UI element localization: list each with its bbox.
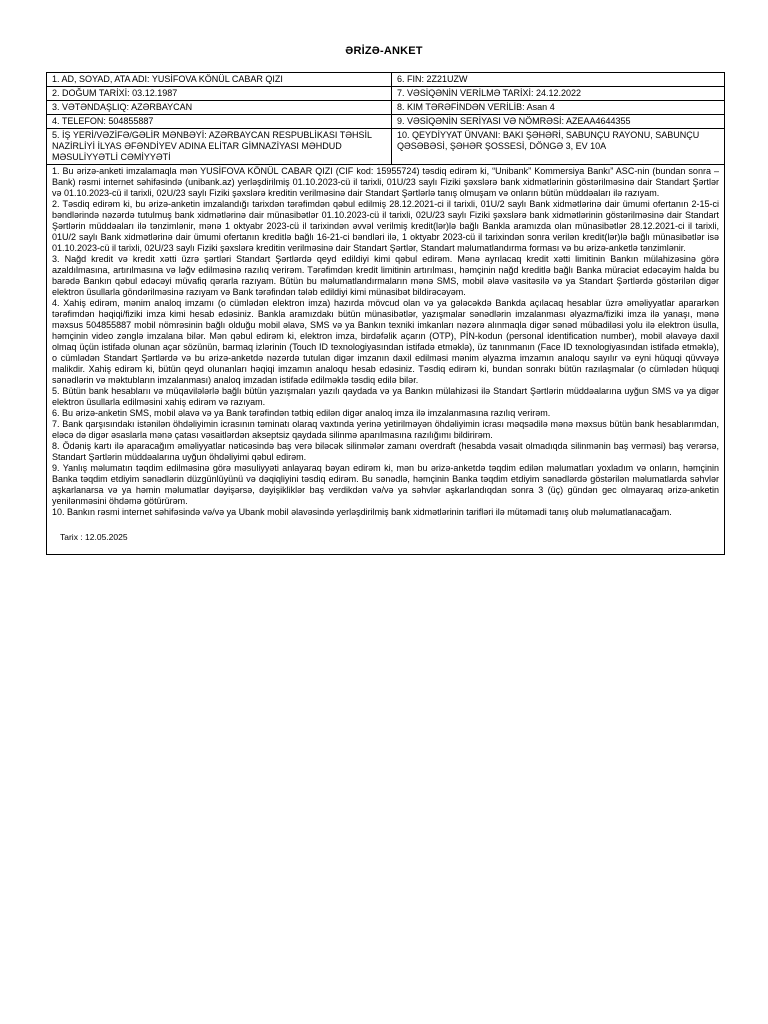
form-row xyxy=(47,87,725,101)
paragraph: 2. Təsdiq edirəm ki, bu ərizə-anketin imzalandığı tarixdən tərəfimdən qəbul edilmiş 28.12.2021-ci il tarixli, 01U/2 saylı Bank xidmətlərinə dair ümumi ofertanın 2-15-ci bəndlərində nəzərdə tutulmuş bank xidmətlərinə dair münasibətlər 01.10.2023-cü il tarixli, 02U/23 saylı Fiziki şəxslərə bank xidmətlərinin göstərilməsinə dair Standart Şərtlərin müddəaları ilə tənzimlənir, mənə 1 oktyabr 2023-cü il tarixindən əvvəl verilmiş kredit(lər)lə bağlı Bankla aramızda olan münasibətlər 28.12.2021-ci il tarixli, 01U/2 saylı Bank xidmətlərinə dair ümumi ofertanın kreditlə bağlı 16-21-ci bəndləri ilə, 1 oktyabr 2023-cü il tarixindən sonra verilən kredit(lər)lə bağlı münasibətlər isə 01.10.2023-cü il tarixli, 02U/23 saylı Fiziki şəxslərə kreditin verilməsinə dair Standart Şərtlər, Standart məlumatlandırma forması və bu ərizə-anketlə tənzimlənir. xyxy=(52,199,719,253)
field-id-issue-date: 7. VƏSİQƏNİN VERİLMƏ TARİXİ: 24.12.2022 xyxy=(392,87,725,101)
paragraph: 4. Xahiş edirəm, mənim analoq imzamı (o cümlədən elektron imza) hazırda mövcud olan və ya gələcəkdə Bankda açılacaq hesablar üzrə əməliyyatlar apararkən tərəfimdən həqiqi/fiziki imza kimi hesab edəsiniz. Bankla aramızdakı bütün münasibətlər, yazışmalar sənədlərin imzalanması əlyazma/fiziki imza ilə yanaşı, mənə məxsus 504855887 mobil nömrəsinin bağlı olduğu mobil əlavə, SMS və ya Bankın texniki imkanları nəzərə alınmaqla digər sənəd mübadiləsi yolu ilə elektron üsulla, həmçinin video zənglə imzalana bilər. Mən qəbul edirəm ki, elektron imza, birdəfəlik açarın (OTP), PİN-kodun (personal identification number), mobil əlavəyə daxil olmaq üçün istifadə olunan açar sözünün, barmaq izlərinin (Touch ID texnologiyasından istifadə etməklə), üz tanınmanın (Face ID texnologiyasından istifadə etməklə), o cümlədən Standart Şərtlərdə və bu ərizə-anketdə nəzərdə tutulan digər imzanın daxil edilməsi mənim əlyazma imzamın analoqu sayılır və eyni hüquqi qüvvəyə malikdir. Xahiş edirəm ki, bütün qeyd olunanları həqiqi imzamın analoqu hesab edəsiniz. Təsdiq edirəm ki, bundan sonrakı bütün razılaşmalar (o cümlədən hüquqi sənədlərin və məktubların imzalanması) analoq imzadan istifadə edilməklə təsdiq edilə bilər. xyxy=(52,298,719,385)
paragraph: 1. Bu ərizə-anketi imzalamaqla mən YUSİFOVA KÖNÜL CABAR QIZI (CIF kod: 15955724) təsdiq edirəm ki, “Unibank” Kommersiya Bankı” ASC-nin (bundan sonra – Bank) rəsmi internet səhifəsində (unibank.az) yerləşdirilmiş 01.10.2023-cü il tarixli, 01U/23 saylı Fiziki şəxslərə bank xidmətlərinin göstərilməsinə dair Standart Şərtlər və 01.10.2023-cü il tarixli, 02U/23 saylı Fiziki şəxslərə kreditin verilməsinə dair Standart Şərtlərlə tanış olmuşam və onların bütün müddəaları ilə razıyam. xyxy=(52,166,719,198)
page-title: ƏRİZƏ-ANKET xyxy=(345,45,423,57)
paragraph: 6. Bu ərizə-anketin SMS, mobil əlavə və ya Bank tərəfindən tətbiq edilən digər analoq imza ilə imzalanmasına razılıq verirəm. xyxy=(52,408,551,418)
field-issued-by: 8. KIM TƏRƏFİNDƏN VERİLİB: Asan 4 xyxy=(392,101,725,115)
field-phone: 4. TELEFON: 504855887 xyxy=(47,115,392,129)
field-full-name: 1. AD, SOYAD, ATA ADI: YUSİFOVA KÖNÜL CABAR QIZI xyxy=(47,73,392,87)
form-row xyxy=(47,73,725,87)
declaration-text xyxy=(47,165,725,555)
form-row xyxy=(47,129,725,165)
paragraph: 3. Nağd kredit və kredit xətti üzrə şərtləri Standart Şərtlərdə qeyd edildiyi kimi qəbul edirəm. Mənə ayrılacaq kredit xətti limitinin Bankın mülahizəsinə görə azaldılmasına, artırılmasına və ləğv edilməsinə razılıq verirəm. Tərəfimdən kredit limitinin artırılması, həmçinin nağd kreditlə bağlı Banka müraciət edəcəyim halda bu barədə Bankın qəbul edəcəyi müvafiq qərarla razıyam. Bütün bu məlumatlandırmaların mənə SMS, mobil əlavə vasitəsilə və ya Standart Şərtlərdə göstərilən digər elektron üsullarla göndərilməsinə razıyam və Bank tərəfindən tələb edildiyi kimi münasibət bildirəcəyəm. xyxy=(52,254,719,297)
declaration-row xyxy=(47,165,725,555)
date-label: Tarix : 12.05.2025 xyxy=(60,532,128,542)
field-id-serial: 9. VƏSİQƏNİN SERİYASI VƏ NÖMRƏSİ: AZEAA4644355 xyxy=(392,115,725,129)
paragraph: 5. Bütün bank hesablarıı və müqavilələrlə bağlı bütün yazışmaları yazılı qaydada və ya Bankın mülahizəsi ilə Standart Şərtlərin müddəalarına uyğun SMS və ya digər elektron üsullarla edilməsini xahiş edirəm və razıyam. xyxy=(52,386,719,407)
field-registration-address: 10. QEYDİYYAT ÜNVANI: BAKI ŞƏHƏRİ, SABUNÇU RAYONU, SABUNÇU QƏSƏBƏSİ, ŞƏHƏR ŞOSSESİ, DÖNGƏ 3, EV 10A xyxy=(392,129,725,165)
paragraph: 10. Bankın rəsmi internet səhifəsində və/və ya Ubank mobil əlavəsində yerləşdirilmiş bank xidmətlərinin tarifləri ilə mütəmadi tanış olub məlumatlanacağam. xyxy=(52,507,672,517)
field-fin: 6. FIN: 2Z21UZW xyxy=(392,73,725,87)
field-citizenship: 3. VƏTƏNDAŞLIQ: AZƏRBAYCAN xyxy=(47,101,392,115)
form-row xyxy=(47,115,725,129)
field-birth-date: 2. DOĞUM TARİXİ: 03.12.1987 xyxy=(47,87,392,101)
field-workplace: 5. İŞ YERİ/VƏZİFƏ/GƏLİR MƏNBƏYİ: AZƏRBAYCAN RESPUBLİKASI TƏHSİL NAZİRLİYİ İLYAS ƏFƏNDİYEV ADINA ELİTAR GİMNAZİYASI MƏHDUD MƏSULİYYƏTLİ CƏMİYYƏTİ xyxy=(47,129,392,165)
paragraph: 9. Yanlış məlumatın təqdim edilməsinə görə məsuliyyəti anlayaraq bəyan edirəm ki, mən bu ərizə-anketdə təqdim edilən məlumatları yoxladım və onların, həmçinin Banka təqdim etdiyim sənədlərin düzgünlüyünü və dəqiqliyini təsdiq edirəm. Bu sənədlə, həmçinin Banka təqdim etdiyim sənədlərdə göstərilən məlumatlarda səhvlər aşkarlanarsa və ya həmin məlumatlar dəyişərsə, dəyişikliklər baş verdikdən və/və ya səhvlər aşkarlandıqdan sonra 3 (üç) gündən gec olmayaraq ərizə-anketin yenilənməsini öhdəmə götürürəm. xyxy=(52,463,719,506)
paragraph: 8. Ödəniş kartı ilə aparacağım əməliyyatlar nəticəsində baş verə biləcək silinmələr zamanı overdraft (hesabda vəsait olmadıqda silinmənin baş verməsi) baş verərsə, Standart Şərtlərin müddəalarına uyğun öhdəliyimi qəbul edirəm. xyxy=(52,441,719,462)
form-row xyxy=(47,101,725,115)
application-form xyxy=(46,72,725,555)
paragraph: 7. Bank qarşısındakı istənilən öhdəliyimin icrasının təminatı olaraq vaxtında yerinə yetirilməyən öhdəliyimin icrası məqsədilə mənə məxsus bütün bank hesablarımdan, eləcə də digər əsaslarla mənə çatası vəsaitlərdən akseptsiz qaydada silinmə aparılmasına razılığımı bildirirəm. xyxy=(52,419,719,440)
